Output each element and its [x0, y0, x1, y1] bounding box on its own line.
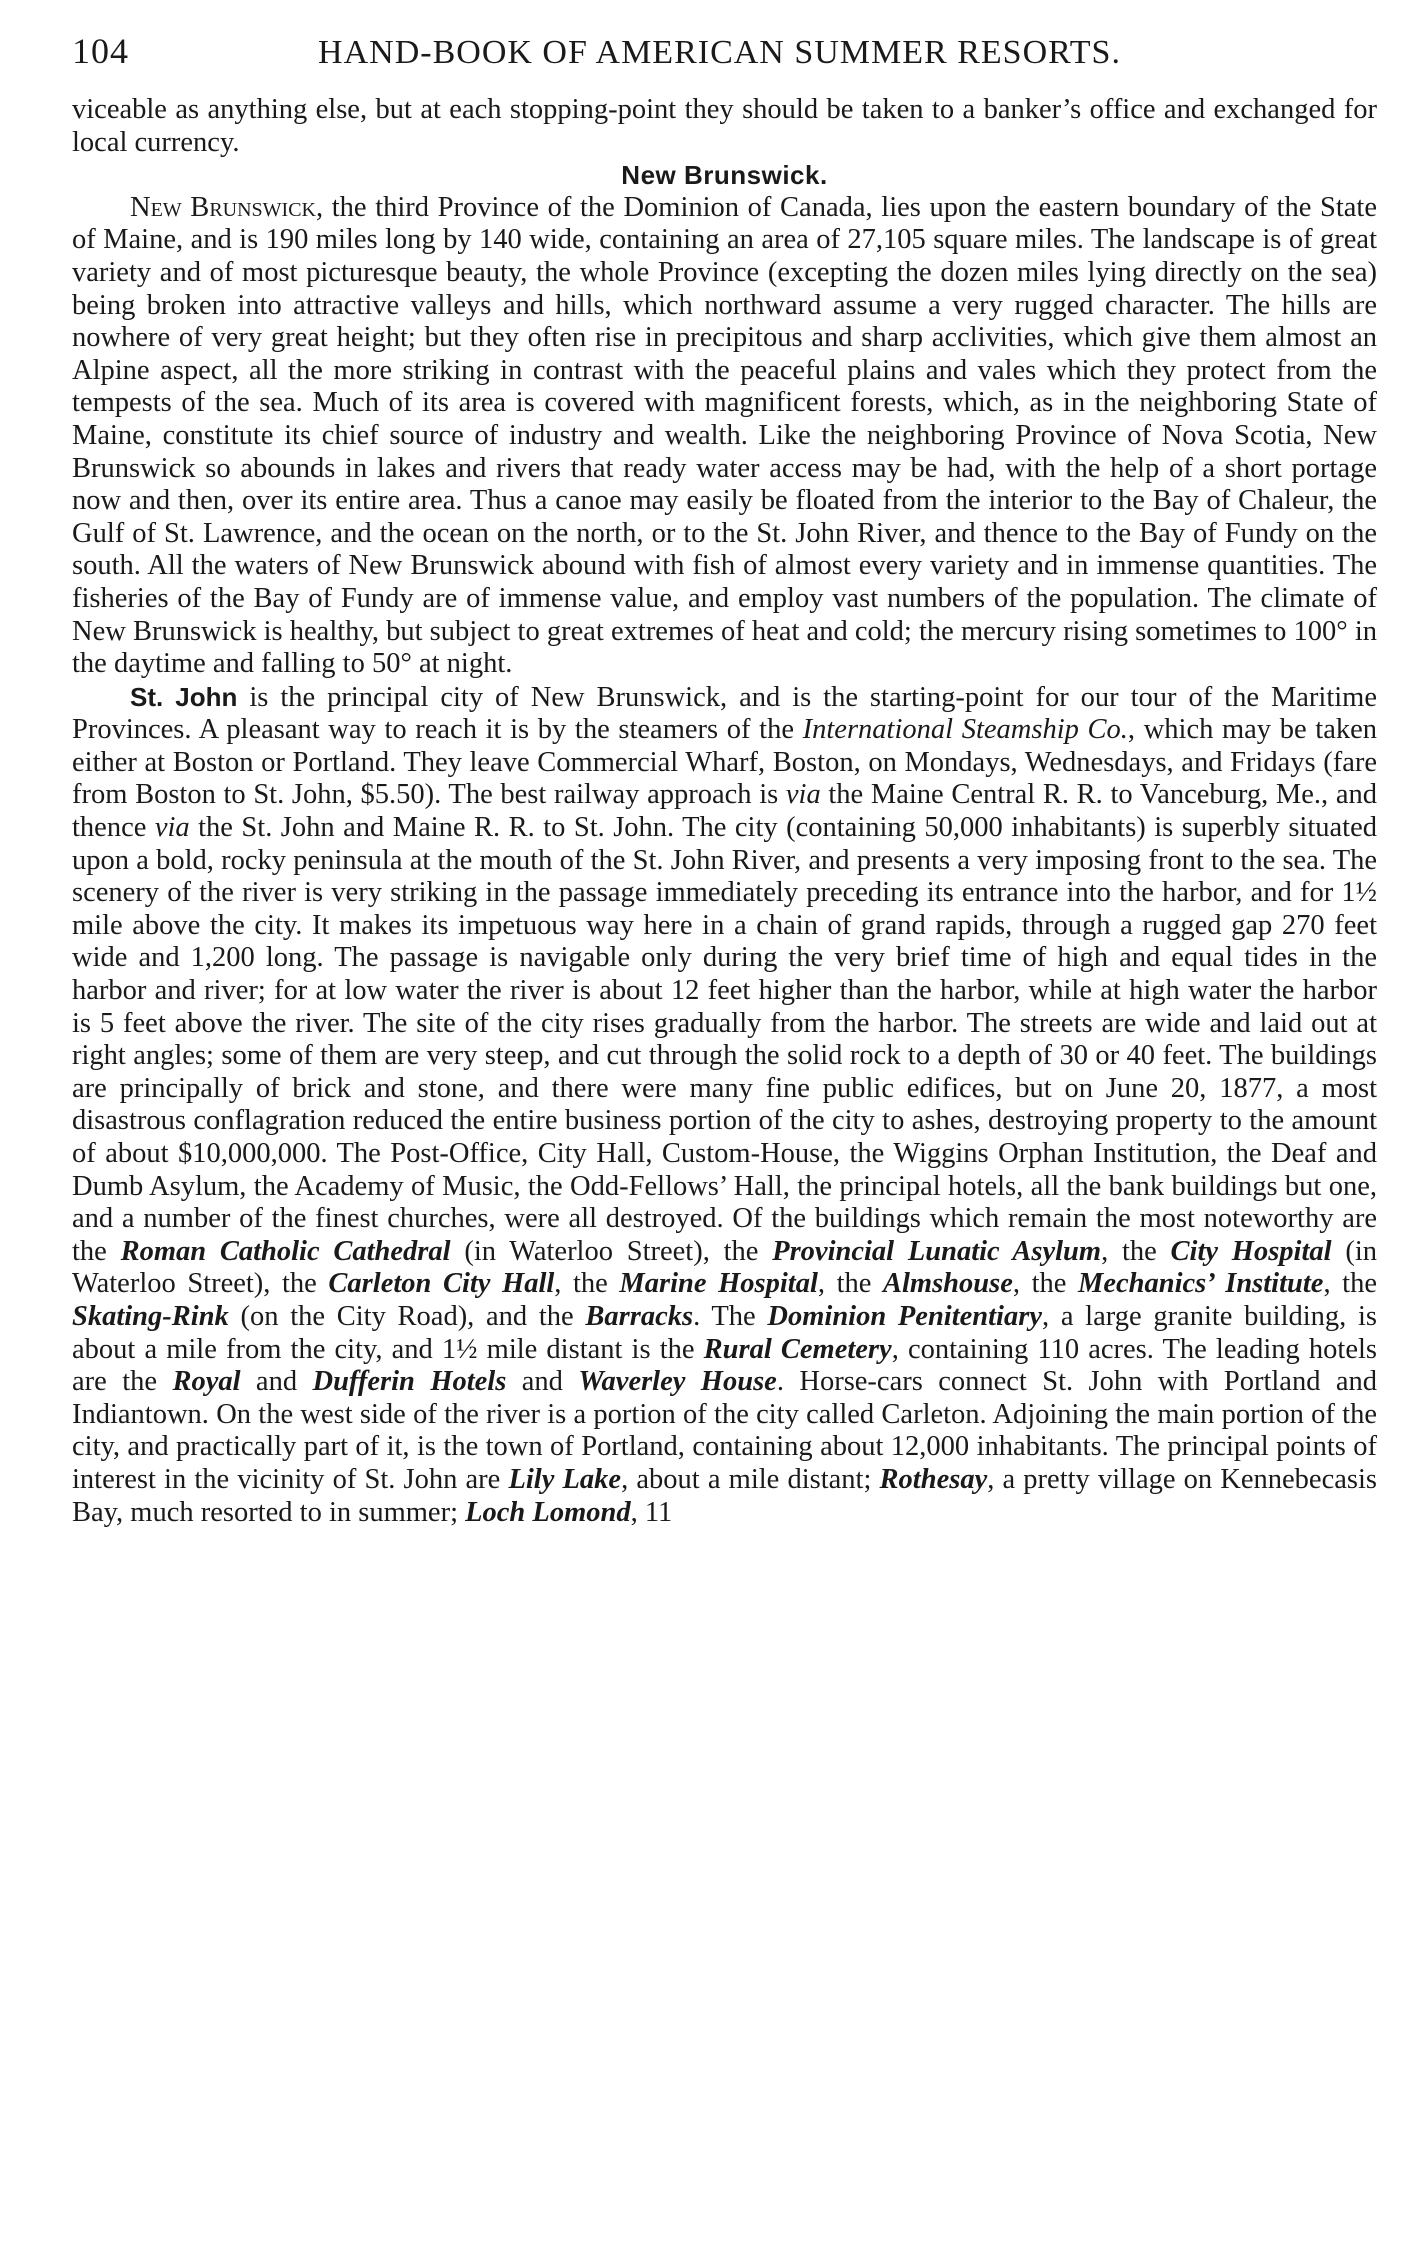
text-run: and [506, 1366, 579, 1398]
place-name: Provincial Lunatic Asylum [772, 1235, 1102, 1267]
text-run: , the [817, 1268, 883, 1300]
text-run: (on the City Road), and the [228, 1300, 586, 1332]
place-name: Lily Lake [508, 1463, 622, 1495]
place-name: City Hospital [1170, 1235, 1332, 1267]
text-run: , about a mile distant; [621, 1463, 880, 1495]
place-name: Mechanics’ Institute [1078, 1268, 1324, 1300]
text-run: , the [554, 1268, 620, 1300]
text-run: the St. John and Maine R. R. to St. John. The city (containing 50,000 inhabitants) is superbly situated upon a bold, rocky peninsula at the mouth of the St. John River, and presents a very imposing front to the sea. The scenery of the river is very striking in the passage immediately preceding its entrance into the harbor, and for 1½ mile above the city. It makes its impetuous way here in a chain of grand rapids, through a rugged gap 270 feet wide and 1,200 long. The passage is navigable only during the very brief time of high and equal tides in the harbor and river; for at low water the river is about 12 feet higher than the harbor, while at high water the harbor is 5 feet above the river. The site of the city rises gradually from the harbor. The streets are wide and laid out at right angles; some of them are very steep, and cut through the solid rock to a depth of 30 or 40 feet. The buildings are principally of brick and stone, and there were many fine public edifices, but on June 20, 1877, a most disastrous conflagration reduced the entire business portion of the city to ashes, destroying property to the amount of about $10,000,000. The Post-Office, City Hall, Custom-House, the Wiggins Orphan Institution, the Deaf and Dumb Asylum, the Academy of Music, the Odd-Fellows’ Hall, the principal hotels, all the bank buildings but one, and a number of the finest churches, were all destroyed. Of the buildings which remain the most noteworthy are the [72, 812, 1377, 1267]
text-run: , which may be taken either at Boston or Portland. They leave Commercial Wharf, Boston, on Mondays, Wednesdays, and Fridays (fare from Boston to St. John, $5.50). The best railway approach is [72, 714, 1377, 811]
new-brunswick-paragraph [72, 192, 1377, 681]
italic-term: via [785, 779, 821, 811]
paragraph-text: the third Province of the Dominion of Canada, lies upon the eastern boundary of the State of Maine, and is 190 miles long by 140 wide, containing an area of 27,105 square miles. The landscape is of great variety and of most picturesque beauty, the whole Province (excepting the dozen miles lying directly on the sea) being broken into attractive valleys and hills, which northward assume a very rugged character. The hills are nowhere of very great height; but they often rise in precipitous and sharp acclivities, which give them almost an Alpine aspect, all the more striking in contrast with the peaceful plains and vales which they protect from the tempests of the sea. Much of its area is covered with magnificent forests, which, as in the neighboring State of Maine, constitute its chief source of industry and wealth. Like the neighboring Province of Nova Scotia, New Brunswick so abounds in lakes and rivers that ready water access may be had, with the help of a short portage now and then, over its entire area. Thus a canoe may easily be floated from the interior to the Bay of Chaleur, the Gulf of St. Lawrence, and the ocean on the north, or to the St. John River, and thence to the Bay of Fundy on the south. All the waters of New Brunswick abound with fish of almost every variety and in immense quantities. The fisheries of the Bay of Fundy are of immense value, and employ vast numbers of the population. The climate of New Brunswick is healthy, but subject to great extremes of heat and cold; the mercury rising sometimes to 100° in the daytime and falling to 50° at night. [72, 191, 1378, 680]
place-name: Almshouse [883, 1268, 1013, 1300]
text-run: , the [1101, 1235, 1171, 1267]
text-run: , 11 [630, 1496, 673, 1528]
italic-term: International Steamship Co. [802, 714, 1128, 746]
text-run: . Horse-cars connect St. John with Portland and Indiantown. On the west side of the river is a portion of the city called Carleton. Adjoining the main portion of the city, and practically part of it, is the town of Portland, containing about 12,000 inhabitants. The principal points of interest in the vicinity of St. John are [72, 1366, 1378, 1495]
page-header [72, 30, 1377, 86]
lead-small-caps: New Brunswick, [130, 191, 324, 223]
runin-heading: St. John [130, 681, 238, 712]
place-name: Roman Catholic Cathedral [120, 1235, 451, 1267]
place-name: Rothesay [879, 1463, 988, 1495]
place-name: Carleton City Hall [328, 1268, 555, 1300]
place-name: Dominion Penitentiary [767, 1300, 1042, 1332]
text-run: the Maine Central R. R. to Vanceburg, Me., and thence [72, 779, 1377, 844]
place-name: Loch Lomond [465, 1496, 631, 1528]
page-body [72, 94, 1377, 1529]
text-run: is the principal city of New Brunswick, and is the starting-point for our tour of the Maritime Provinces. A pleasant way to reach it is by the steamers of the [72, 681, 1377, 746]
section-heading: New Brunswick. [621, 160, 828, 191]
text-run: and [240, 1366, 313, 1398]
st-john-paragraph [72, 681, 1377, 1529]
place-name: Rural Cemetery [703, 1333, 892, 1365]
text-run: , the [1012, 1268, 1079, 1300]
intro-paragraph: viceable as anything else, but at each stopping-point they should be taken to a banker’s office and exchanged for local currency. [72, 94, 1377, 158]
text-run: (in Waterloo Street), the [72, 1235, 1377, 1300]
place-name: Skating-Rink [72, 1300, 229, 1332]
text-run: , a pretty village on Kennebecasis Bay, much resorted to in summer; [72, 1463, 1377, 1528]
text-run: , containing 110 acres. The leading hotels are the [72, 1333, 1377, 1398]
book-page [72, 30, 1377, 1529]
text-run: . The [693, 1300, 768, 1332]
page-number: 104 [72, 31, 129, 71]
text-run: , the [1323, 1268, 1377, 1300]
italic-term: via [154, 812, 190, 844]
text-run: (in Waterloo Street), the [450, 1235, 773, 1267]
place-name: Barracks [585, 1300, 694, 1332]
place-name: Waverley House [578, 1366, 777, 1398]
running-head: HAND-BOOK OF AMERICAN SUMMER RESORTS. [318, 34, 1121, 71]
text-run: , a large granite building, is about a mile from the city, and 1½ mile distant is the [72, 1300, 1377, 1365]
place-name: Dufferin Hotels [312, 1366, 507, 1398]
place-name: Marine Hospital [619, 1268, 818, 1300]
place-name: Royal [172, 1366, 241, 1398]
